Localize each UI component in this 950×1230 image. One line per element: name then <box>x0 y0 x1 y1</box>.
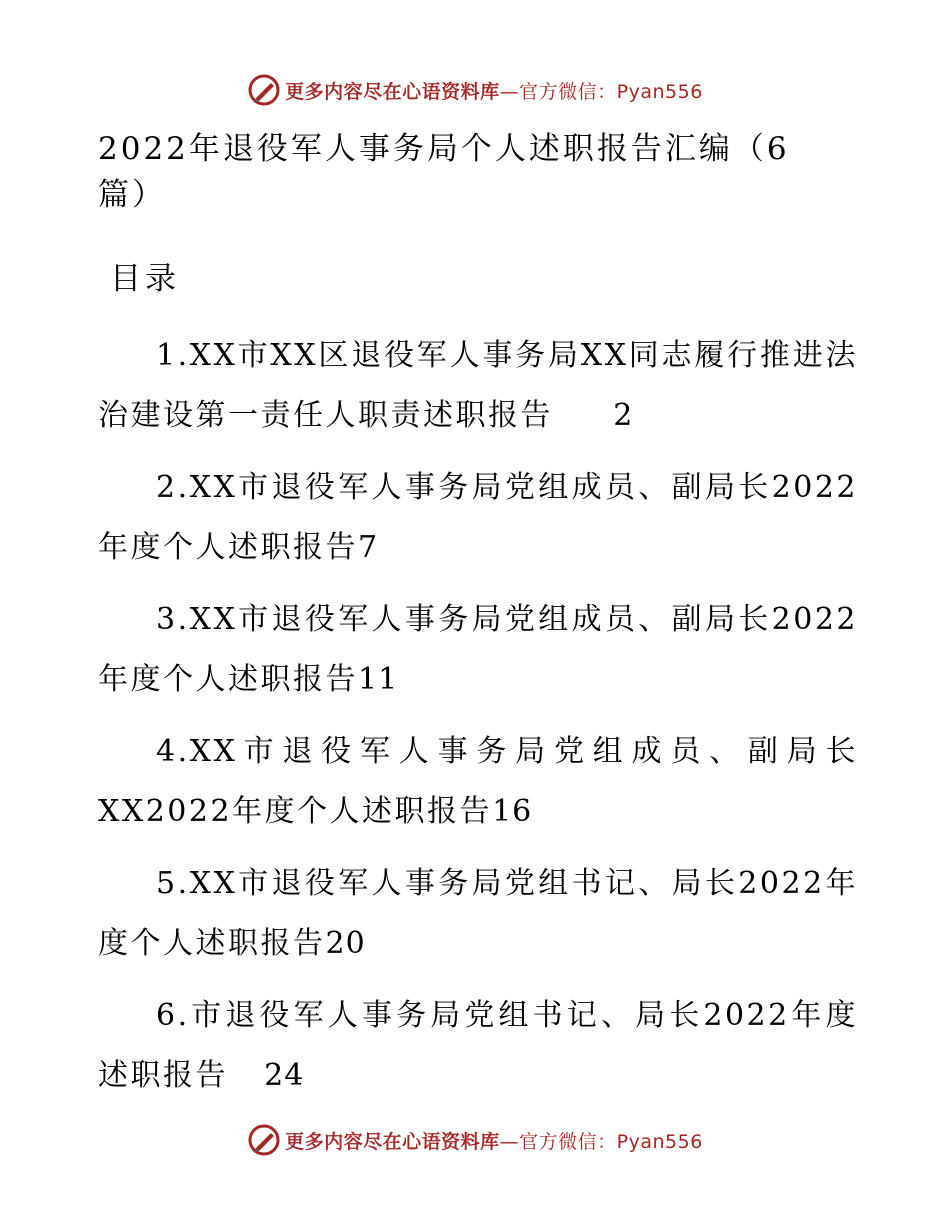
pen-logo-icon <box>247 73 281 107</box>
toc-heading: 目录 <box>110 261 180 297</box>
toc-item-page: 20 <box>325 926 366 961</box>
toc-item[interactable] <box>98 722 858 842</box>
toc-item-text: 5.XX市退役军人事务局党组书记、局长2022年度个人述职报告 <box>98 866 858 961</box>
toc-item-text: 2.XX市退役军人事务局党组成员、副局长2022年度个人述职报告 <box>98 470 858 565</box>
banner-wechat-text: —官方微信：Pyan556 <box>499 80 703 103</box>
banner-wechat-text: —官方微信：Pyan556 <box>499 1130 703 1153</box>
toc-item-page: 2 <box>613 398 634 433</box>
toc-item[interactable] <box>98 986 858 1106</box>
toc-item-page: 16 <box>492 794 533 829</box>
banner-main-text: 更多内容尽在心语资料库 <box>285 1130 500 1153</box>
pen-logo-icon <box>247 1123 281 1157</box>
toc-item[interactable] <box>98 854 858 974</box>
toc-item-page: 24 <box>264 1058 305 1093</box>
toc-item-text: 1.XX市XX区退役军人事务局XX同志履行推进法治建设第一责任人职责述职报告 <box>98 338 858 433</box>
document-title: 2022年退役军人事务局个人述职报告汇编（6篇） <box>98 131 790 213</box>
footer-watermark-banner <box>0 1120 950 1160</box>
toc-item[interactable] <box>98 590 858 710</box>
table-of-contents <box>98 326 858 1118</box>
toc-item-text: 3.XX市退役军人事务局党组成员、副局长2022年度个人述职报告 <box>98 602 858 697</box>
banner-main-text: 更多内容尽在心语资料库 <box>285 80 500 103</box>
toc-item-text: 4.XX市退役军人事务局党组成员、副局长XX2022年度个人述职报告 <box>98 734 858 829</box>
toc-item-text: 6.市退役军人事务局党组书记、局长2022年度述职报告 <box>98 998 858 1093</box>
toc-item-page: 7 <box>358 530 379 565</box>
header-watermark-banner <box>0 70 950 110</box>
toc-item-page: 11 <box>358 662 399 697</box>
toc-item[interactable] <box>98 458 858 578</box>
toc-item[interactable] <box>98 326 858 446</box>
